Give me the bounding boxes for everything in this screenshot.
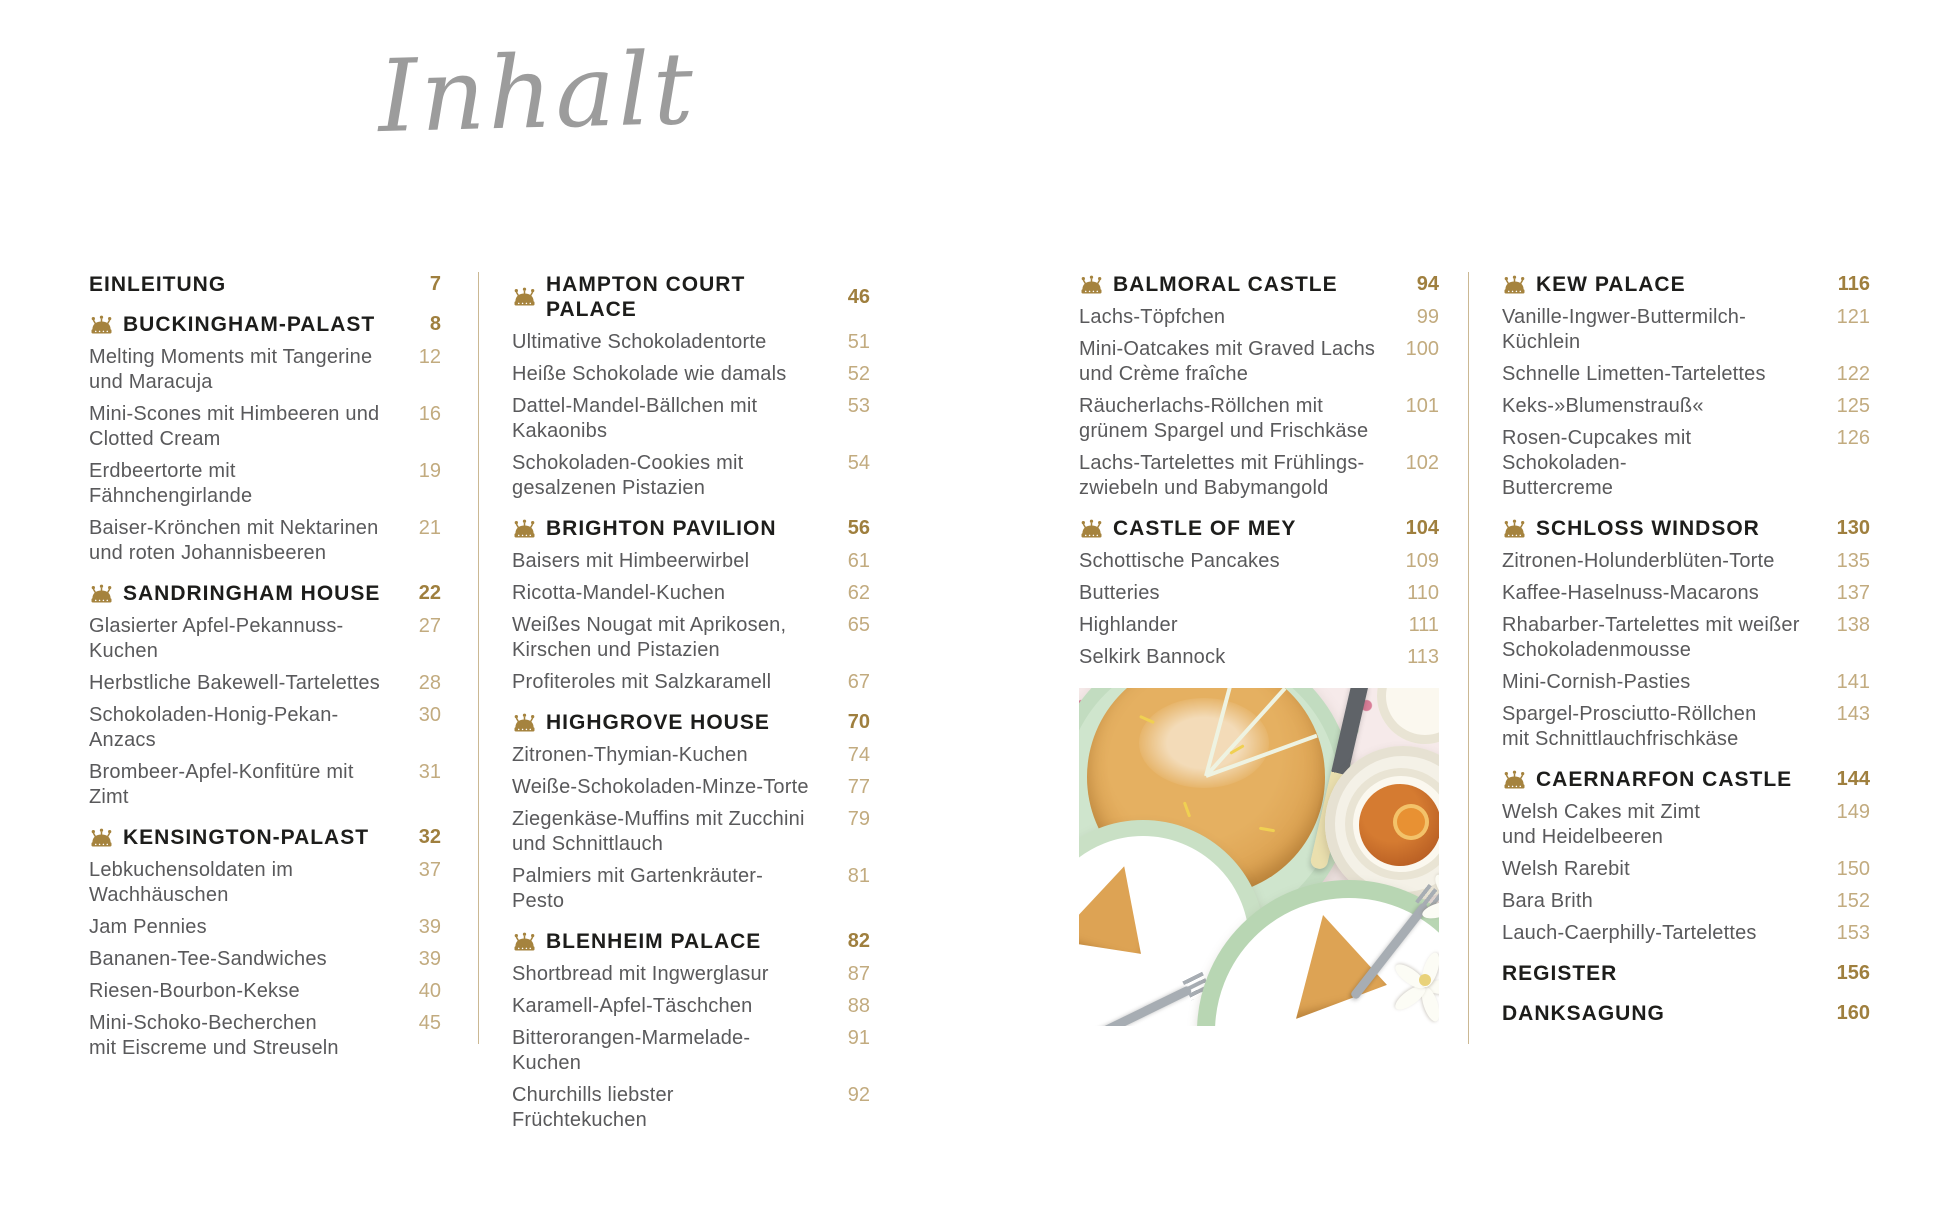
section-page-number: 56 — [847, 517, 870, 539]
recipe-title-line: Dattel-Mandel-Bällchen mit Kakaonibs — [512, 395, 758, 442]
recipe-title-line: Ricotta-Mandel-Kuchen — [512, 582, 726, 604]
recipe-page-number: 100 — [1405, 338, 1439, 360]
page-title: Inhalt — [376, 29, 698, 156]
crown-icon — [1502, 519, 1527, 539]
crown-icon — [512, 932, 537, 952]
section-heading-row — [89, 312, 441, 337]
recipe-title — [512, 451, 812, 501]
recipe-page-number: 19 — [418, 460, 441, 482]
recipe-title-line: Schnelle Limetten-Tartelettes — [1502, 363, 1766, 385]
toc-column-1 — [89, 272, 441, 1068]
recipe-title — [512, 743, 812, 768]
recipe-page-number: 113 — [1407, 646, 1439, 668]
section-title: CAERNARFON CASTLE — [1536, 768, 1793, 791]
section-title: REGISTER — [1502, 962, 1618, 985]
recipe-title — [1502, 702, 1812, 752]
crown-icon — [1079, 275, 1104, 295]
recipe-entry — [512, 864, 870, 914]
crown-icon — [512, 713, 537, 733]
recipe-title-line: Schokoladen-Honig-Pekan-Anzacs — [89, 704, 339, 751]
section-page-number: 94 — [1416, 273, 1439, 295]
recipe-entry — [512, 743, 870, 768]
section-title: BUCKINGHAM-PALAST — [123, 313, 376, 336]
crown-icon — [89, 584, 114, 604]
recipe-title — [1502, 305, 1812, 355]
recipe-page-number: 121 — [1836, 306, 1870, 328]
recipe-title-line: mit Schnittlauchfrischkäse — [1502, 728, 1739, 750]
crown-icon — [1502, 275, 1527, 295]
recipe-title — [89, 1011, 383, 1061]
recipe-title — [1502, 394, 1812, 419]
recipe-page-number: 51 — [847, 331, 870, 353]
recipe-title-line: Highlander — [1079, 614, 1178, 636]
recipe-entry — [89, 858, 441, 908]
recipe-entry — [1502, 921, 1870, 946]
recipe-title — [89, 979, 383, 1004]
section-heading-row — [89, 272, 441, 297]
recipe-page-number: 62 — [847, 582, 870, 604]
recipe-title-line: Kirschen und Pistazien — [512, 639, 720, 661]
recipe-page-number: 74 — [847, 744, 870, 766]
section-heading-row — [512, 929, 870, 954]
recipe-title — [89, 516, 383, 566]
section-title: SANDRINGHAM HOUSE — [123, 582, 381, 605]
toc-column-4 — [1502, 272, 1870, 1034]
recipe-title-line: Mini-Scones mit Himbeeren und — [89, 403, 380, 425]
recipe-page-number: 39 — [418, 916, 441, 938]
recipe-title-line: Keks-»Blumenstrauß« — [1502, 395, 1704, 417]
recipe-page-number: 16 — [418, 403, 441, 425]
recipe-title-line: Rosen-Cupcakes mit Schokoladen- — [1502, 427, 1692, 474]
section-heading-row — [1502, 516, 1870, 541]
section-title: EINLEITUNG — [89, 273, 227, 296]
cake-slice — [1276, 905, 1390, 1019]
section-page-number: 46 — [847, 285, 870, 308]
recipe-title-line: zwiebeln und Babymangold — [1079, 477, 1329, 499]
section-heading-row — [89, 825, 441, 850]
recipe-entry — [1079, 451, 1439, 501]
recipe-title — [89, 858, 383, 908]
recipe-entry — [512, 670, 870, 695]
recipe-title-line: Selkirk Bannock — [1079, 646, 1226, 668]
recipe-title — [1502, 581, 1812, 606]
recipe-title — [1502, 857, 1812, 882]
toc-column-3 — [1079, 272, 1439, 1026]
recipe-title-line: und Crème fraîche — [1079, 363, 1249, 385]
recipe-entry — [89, 979, 441, 1004]
recipe-title-line: und roten Johannisbeeren — [89, 542, 327, 564]
section-page-number: 82 — [847, 930, 870, 952]
recipe-title-line: Bitterorangen-Marmelade-Kuchen — [512, 1027, 751, 1074]
section-heading-row — [512, 710, 870, 735]
recipe-title-line: Herbstliche Bakewell-Tartelettes — [89, 672, 380, 694]
recipe-entry — [1079, 581, 1439, 606]
recipe-page-number: 102 — [1405, 452, 1439, 474]
toc-section — [1502, 767, 1870, 946]
recipe-title — [1079, 581, 1381, 606]
recipe-page-number: 30 — [418, 704, 441, 726]
recipe-entry — [89, 760, 441, 810]
recipe-title-line: Mini-Schoko-Becherchen — [89, 1012, 317, 1034]
recipe-entry — [512, 549, 870, 574]
crown-icon — [512, 519, 537, 539]
recipe-title-line: Karamell-Apfel-Täschchen — [512, 995, 753, 1017]
recipe-title — [1502, 549, 1812, 574]
recipe-page-number: 101 — [1405, 395, 1439, 417]
recipe-entry — [1079, 394, 1439, 444]
recipe-page-number: 27 — [418, 615, 441, 637]
recipe-title — [512, 1026, 812, 1076]
recipe-entry — [89, 703, 441, 753]
section-title: CASTLE OF MEY — [1113, 517, 1297, 540]
toc-section — [1079, 272, 1439, 501]
recipe-entry — [1079, 337, 1439, 387]
recipe-page-number: 153 — [1836, 922, 1870, 944]
recipe-entry — [512, 394, 870, 444]
section-heading-row — [89, 581, 441, 606]
recipe-title-line: und Schnittlauch — [512, 833, 664, 855]
crown-icon — [89, 315, 114, 335]
recipe-entry — [89, 402, 441, 452]
section-heading-row — [512, 516, 870, 541]
recipe-entry — [1502, 670, 1870, 695]
section-page-number: 116 — [1837, 273, 1870, 295]
lemon-slice — [1393, 804, 1429, 840]
recipe-page-number: 65 — [847, 614, 870, 636]
recipe-page-number: 21 — [418, 517, 441, 539]
recipe-title — [512, 775, 812, 800]
recipe-page-number: 135 — [1836, 550, 1870, 572]
recipe-title — [512, 330, 812, 355]
lemon-cake-tea-photo — [1079, 688, 1439, 1026]
recipe-entry — [89, 671, 441, 696]
recipe-page-number: 138 — [1836, 614, 1870, 636]
recipe-title-line: Zitronen-Thymian-Kuchen — [512, 744, 748, 766]
recipe-entry — [89, 614, 441, 664]
recipe-title-line: Mini-Oatcakes mit Graved Lachs — [1079, 338, 1376, 360]
recipe-page-number: 143 — [1836, 703, 1870, 725]
recipe-title — [89, 402, 383, 452]
recipe-title — [1079, 337, 1381, 387]
recipe-entry — [89, 345, 441, 395]
recipe-entry — [512, 775, 870, 800]
section-title: BLENHEIM PALACE — [546, 930, 762, 953]
section-title: HIGHGROVE HOUSE — [546, 711, 770, 734]
recipe-title-line: Jam Pennies — [89, 916, 207, 938]
recipe-entry — [1502, 549, 1870, 574]
recipe-title — [512, 1083, 812, 1133]
recipe-title-line: Zitronen-Holunderblüten-Torte — [1502, 550, 1775, 572]
recipe-page-number: 152 — [1836, 890, 1870, 912]
recipe-title — [1079, 613, 1381, 638]
section-page-number: 32 — [418, 826, 441, 848]
recipe-title — [1502, 613, 1812, 663]
recipe-title — [1079, 305, 1381, 330]
recipe-title-line: Buttercreme — [1502, 477, 1614, 499]
recipe-title-line: Rhabarber-Tartelettes mit weißer — [1502, 614, 1800, 636]
toc-section — [1502, 516, 1870, 752]
recipe-page-number: 61 — [847, 550, 870, 572]
toc-section — [1502, 961, 1870, 986]
recipe-title — [512, 864, 812, 914]
recipe-entry — [1502, 889, 1870, 914]
recipe-entry — [512, 362, 870, 387]
recipe-entry — [1502, 800, 1870, 850]
recipe-page-number: 40 — [418, 980, 441, 1002]
recipe-entry — [1079, 613, 1439, 638]
recipe-title-line: Welsh Rarebit — [1502, 858, 1630, 880]
section-heading-row — [1502, 272, 1870, 297]
recipe-entry — [89, 915, 441, 940]
recipe-page-number: 87 — [847, 963, 870, 985]
recipe-entry — [512, 962, 870, 987]
recipe-page-number: 39 — [418, 948, 441, 970]
section-page-number: 8 — [429, 313, 441, 335]
recipe-title — [1502, 800, 1812, 850]
recipe-entry — [512, 1083, 870, 1133]
recipe-page-number: 91 — [847, 1027, 870, 1049]
recipe-page-number: 54 — [847, 452, 870, 474]
recipe-entry — [89, 947, 441, 972]
section-heading-row — [1079, 516, 1439, 541]
recipe-page-number: 125 — [1836, 395, 1870, 417]
recipe-title-line: Bara Brith — [1502, 890, 1593, 912]
recipe-title-line: Welsh Cakes mit Zimt — [1502, 801, 1701, 823]
recipe-title — [512, 962, 812, 987]
section-page-number: 130 — [1836, 517, 1870, 539]
section-heading-row — [512, 272, 870, 322]
recipe-title-line: Brombeer-Apfel-Konfitüre mit Zimt — [89, 761, 354, 808]
recipe-entry — [512, 807, 870, 857]
cake-slice — [1079, 853, 1165, 967]
recipe-page-number: 45 — [418, 1012, 441, 1034]
crown-icon — [89, 828, 114, 848]
recipe-title — [1502, 670, 1812, 695]
toc-column-2 — [512, 272, 870, 1140]
recipe-entry — [1502, 305, 1870, 355]
recipe-entry — [1502, 426, 1870, 501]
section-page-number: 160 — [1836, 1002, 1870, 1024]
recipe-title-line: Ziegenkäse-Muffins mit Zucchini — [512, 808, 805, 830]
recipe-title — [1079, 549, 1381, 574]
section-title: SCHLOSS WINDSOR — [1536, 517, 1760, 540]
recipe-title — [89, 345, 383, 395]
recipe-title — [1079, 451, 1381, 501]
recipe-page-number: 141 — [1836, 671, 1870, 693]
recipe-title-line: Clotted Cream — [89, 428, 221, 450]
section-page-number: 144 — [1836, 768, 1870, 790]
recipe-title-line: Lachs-Tartelettes mit Frühlings- — [1079, 452, 1365, 474]
recipe-entry — [1502, 581, 1870, 606]
recipe-title-line: Baiser-Krönchen mit Nektarinen — [89, 517, 379, 539]
section-title: KEW PALACE — [1536, 273, 1686, 296]
recipe-entry — [89, 459, 441, 509]
recipe-page-number: 92 — [847, 1084, 870, 1106]
toc-section — [89, 825, 441, 1061]
recipe-page-number: 79 — [847, 808, 870, 830]
section-heading-row — [1502, 961, 1870, 986]
recipe-title-line: Butteries — [1079, 582, 1160, 604]
recipe-entry — [1502, 857, 1870, 882]
recipe-page-number: 77 — [847, 776, 870, 798]
recipe-title-line: grünem Spargel und Frischkäse — [1079, 420, 1369, 442]
section-title: KENSINGTON-PALAST — [123, 826, 370, 849]
recipe-title — [512, 549, 812, 574]
recipe-title — [512, 394, 812, 444]
recipe-title-line: Lachs-Töpfchen — [1079, 306, 1226, 328]
recipe-entry — [512, 994, 870, 1019]
recipe-title-line: Baisers mit Himbeerwirbel — [512, 550, 750, 572]
section-page-number: 70 — [847, 711, 870, 733]
recipe-page-number: 110 — [1407, 582, 1439, 604]
recipe-title-line: mit Eiscreme und Streuseln — [89, 1037, 339, 1059]
section-heading-row — [1502, 767, 1870, 792]
recipe-title — [89, 947, 383, 972]
column-divider — [1468, 272, 1469, 1044]
recipe-page-number: 149 — [1836, 801, 1870, 823]
recipe-title-line: Lauch-Caerphilly-Tartelettes — [1502, 922, 1757, 944]
recipe-title — [512, 362, 812, 387]
recipe-title-line: Riesen-Bourbon-Kekse — [89, 980, 300, 1002]
recipe-title-line: Heiße Schokolade wie damals — [512, 363, 787, 385]
recipe-page-number: 31 — [418, 761, 441, 783]
recipe-entry — [1079, 549, 1439, 574]
recipe-title-line: und Maracuja — [89, 371, 213, 393]
recipe-page-number: 81 — [847, 865, 870, 887]
recipe-title-line: Ultimative Schokoladentorte — [512, 331, 767, 353]
recipe-title — [89, 459, 383, 509]
recipe-page-number: 52 — [847, 363, 870, 385]
recipe-entry — [1502, 362, 1870, 387]
recipe-title-line: Weiße-Schokoladen-Minze-Torte — [512, 776, 809, 798]
recipe-page-number: 67 — [847, 671, 870, 693]
recipe-entry — [89, 516, 441, 566]
recipe-title-line: Kaffee-Haselnuss-Macarons — [1502, 582, 1759, 604]
recipe-page-number: 126 — [1836, 427, 1870, 449]
toc-section — [89, 272, 441, 297]
toc-section — [512, 516, 870, 695]
recipe-page-number: 28 — [418, 672, 441, 694]
recipe-title-line: Glasierter Apfel-Pekannuss-Kuchen — [89, 615, 344, 662]
recipe-title — [89, 703, 383, 753]
recipe-entry — [1079, 645, 1439, 670]
section-page-number: 22 — [418, 582, 441, 604]
recipe-title — [512, 670, 812, 695]
recipe-entry — [512, 451, 870, 501]
recipe-entry — [89, 1011, 441, 1061]
recipe-title-line: Weißes Nougat mit Aprikosen, — [512, 614, 787, 636]
recipe-title — [89, 915, 383, 940]
recipe-title — [89, 760, 383, 810]
section-title: BRIGHTON PAVILION — [546, 517, 777, 540]
recipe-entry — [512, 613, 870, 663]
crown-icon — [1079, 519, 1104, 539]
recipe-page-number: 12 — [418, 346, 441, 368]
toc-section — [1502, 1001, 1870, 1026]
recipe-entry — [512, 330, 870, 355]
recipe-title-line: Palmiers mit Gartenkräuter-Pesto — [512, 865, 764, 912]
toc-section — [512, 272, 870, 501]
recipe-title-line: Räucherlachs-Röllchen mit — [1079, 395, 1323, 417]
recipe-title — [512, 581, 812, 606]
toc-section — [512, 710, 870, 914]
recipe-entry — [1079, 305, 1439, 330]
recipe-title — [1079, 394, 1381, 444]
toc-section — [89, 581, 441, 810]
section-title: DANKSAGUNG — [1502, 1002, 1665, 1025]
recipe-title-line: Churchills liebster Früchtekuchen — [512, 1084, 674, 1131]
recipe-entry — [1502, 702, 1870, 752]
toc-section — [89, 312, 441, 566]
recipe-title-line: Schottische Pancakes — [1079, 550, 1280, 572]
crown-icon — [512, 287, 537, 307]
recipe-title-line: und Heidelbeeren — [1502, 826, 1664, 848]
recipe-title-line: Erdbeertorte mit Fähnchengirlande — [89, 460, 253, 507]
section-page-number: 7 — [429, 273, 441, 295]
recipe-title-line: gesalzenen Pistazien — [512, 477, 706, 499]
toc-section — [1079, 516, 1439, 670]
recipe-title-line: Schokoladenmousse — [1502, 639, 1692, 661]
recipe-title — [512, 994, 812, 1019]
recipe-page-number: 53 — [847, 395, 870, 417]
fork-icon — [1082, 985, 1192, 1026]
recipe-title-line: Schokoladen-Cookies mit — [512, 452, 744, 474]
recipe-title — [512, 613, 812, 663]
recipe-entry — [1502, 613, 1870, 663]
section-page-number: 156 — [1836, 962, 1870, 984]
recipe-page-number: 37 — [418, 859, 441, 881]
recipe-entry — [512, 581, 870, 606]
toc-section — [512, 929, 870, 1133]
recipe-title — [1079, 645, 1381, 670]
recipe-title-line: Bananen-Tee-Sandwiches — [89, 948, 327, 970]
section-title: HAMPTON COURT PALACE — [546, 273, 746, 321]
toc-section — [1502, 272, 1870, 501]
recipe-title-line: Shortbread mit Ingwerglasur — [512, 963, 769, 985]
recipe-title-line: Melting Moments mit Tangerine — [89, 346, 373, 368]
recipe-entry — [512, 1026, 870, 1076]
recipe-title-line: Profiteroles mit Salzkaramell — [512, 671, 772, 693]
recipe-page-number: 122 — [1836, 363, 1870, 385]
recipe-title-line: Mini-Cornish-Pasties — [1502, 671, 1691, 693]
recipe-title-line: Vanille-Ingwer-Buttermilch-Küchlein — [1502, 306, 1746, 353]
recipe-page-number: 109 — [1405, 550, 1439, 572]
recipe-title — [89, 614, 383, 664]
recipe-title-line: Lebkuchensoldaten im Wachhäuschen — [89, 859, 294, 906]
section-heading-row — [1502, 1001, 1870, 1026]
recipe-page-number: 99 — [1416, 306, 1439, 328]
teacup-corner — [1377, 688, 1439, 744]
recipe-title-line: Spargel-Prosciutto-Röllchen — [1502, 703, 1757, 725]
recipe-page-number: 88 — [847, 995, 870, 1017]
recipe-page-number: 137 — [1836, 582, 1870, 604]
recipe-title — [1502, 426, 1812, 501]
recipe-title — [89, 671, 383, 696]
section-heading-row — [1079, 272, 1439, 297]
recipe-entry — [1502, 394, 1870, 419]
section-title: BALMORAL CASTLE — [1113, 273, 1338, 296]
section-page-number: 104 — [1405, 517, 1439, 539]
recipe-title — [1502, 889, 1812, 914]
recipe-title — [1502, 921, 1812, 946]
column-divider — [478, 272, 479, 1044]
crown-icon — [1502, 770, 1527, 790]
recipe-page-number: 111 — [1408, 614, 1439, 636]
recipe-title — [1502, 362, 1812, 387]
recipe-page-number: 150 — [1836, 858, 1870, 880]
recipe-title — [512, 807, 812, 857]
